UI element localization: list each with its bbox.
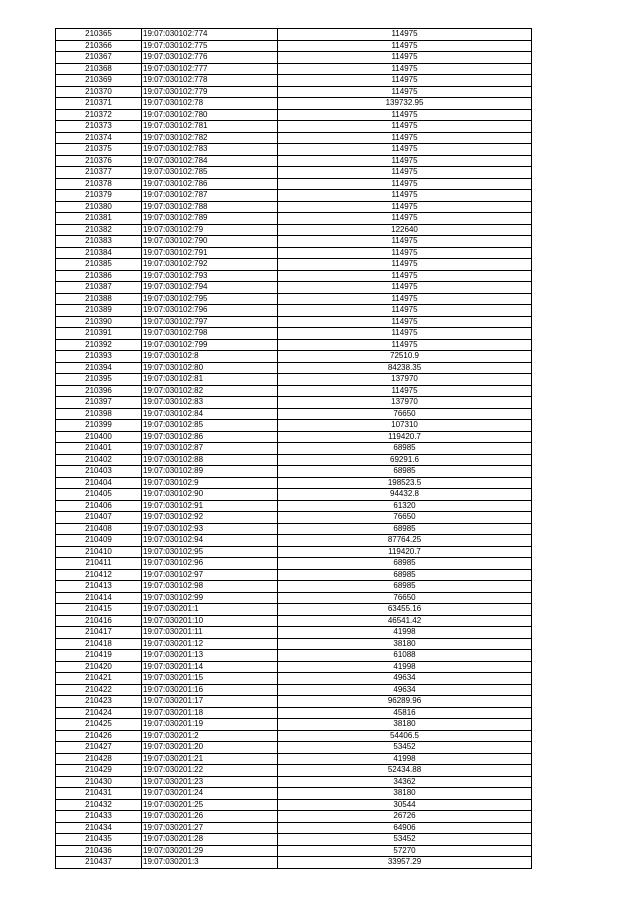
table-row [56,75,532,87]
row-number-cell: 210398 [56,408,142,420]
table-row [56,132,532,144]
value-cell: 61088 [278,650,532,662]
table-row [56,799,532,811]
row-number-cell: 210372 [56,109,142,121]
cadastral-number-cell: 19:07:030201:25 [142,799,278,811]
table-row [56,63,532,75]
table-row [56,178,532,190]
row-number-cell: 210377 [56,167,142,179]
value-cell: 139732.95 [278,98,532,110]
row-number-cell: 210378 [56,178,142,190]
value-cell: 46541.42 [278,615,532,627]
row-number-cell: 210388 [56,293,142,305]
value-cell: 114975 [278,236,532,248]
row-number-cell: 210403 [56,466,142,478]
value-cell: 114975 [278,316,532,328]
value-cell: 114975 [278,86,532,98]
table-row [56,834,532,846]
row-number-cell: 210414 [56,592,142,604]
table-row [56,845,532,857]
cadastral-number-cell: 19:07:030102:774 [142,29,278,41]
table-row [56,776,532,788]
row-number-cell: 210418 [56,638,142,650]
cadastral-number-cell: 19:07:030102:787 [142,190,278,202]
table-row [56,512,532,524]
table-row [56,454,532,466]
row-number-cell: 210424 [56,707,142,719]
row-number-cell: 210429 [56,765,142,777]
row-number-cell: 210381 [56,213,142,225]
value-cell: 114975 [278,247,532,259]
value-cell: 119420.7 [278,431,532,443]
cadastral-number-cell: 19:07:030102:781 [142,121,278,133]
cadastral-number-cell: 19:07:030102:86 [142,431,278,443]
table-row [56,604,532,616]
table-row [56,535,532,547]
row-number-cell: 210413 [56,581,142,593]
cadastral-number-cell: 19:07:030102:87 [142,443,278,455]
table-row [56,247,532,259]
row-number-cell: 210432 [56,799,142,811]
table-row [56,282,532,294]
table-row [56,190,532,202]
value-cell: 114975 [278,109,532,121]
cadastral-number-cell: 19:07:030102:798 [142,328,278,340]
value-cell: 114975 [278,155,532,167]
row-number-cell: 210382 [56,224,142,236]
table-row [56,558,532,570]
value-cell: 30544 [278,799,532,811]
value-cell: 114975 [278,201,532,213]
cadastral-number-cell: 19:07:030102:786 [142,178,278,190]
row-number-cell: 210412 [56,569,142,581]
value-cell: 49634 [278,684,532,696]
cadastral-number-cell: 19:07:030102:792 [142,259,278,271]
row-number-cell: 210421 [56,673,142,685]
cadastral-number-cell: 19:07:030102:794 [142,282,278,294]
table-row [56,86,532,98]
value-cell: 38180 [278,788,532,800]
cadastral-number-cell: 19:07:030201:3 [142,857,278,869]
row-number-cell: 210425 [56,719,142,731]
table-row [56,489,532,501]
row-number-cell: 210410 [56,546,142,558]
cadastral-number-cell: 19:07:030102:80 [142,362,278,374]
cadastral-number-cell: 19:07:030201:11 [142,627,278,639]
cadastral-number-cell: 19:07:030201:20 [142,742,278,754]
cadastral-number-cell: 19:07:030102:782 [142,132,278,144]
row-number-cell: 210401 [56,443,142,455]
table-row [56,29,532,41]
value-cell: 114975 [278,328,532,340]
table-row [56,788,532,800]
row-number-cell: 210422 [56,684,142,696]
table-row [56,730,532,742]
cadastral-number-cell: 19:07:030102:791 [142,247,278,259]
row-number-cell: 210373 [56,121,142,133]
cadastral-number-cell: 19:07:030102:96 [142,558,278,570]
cadastral-number-cell: 19:07:030102:84 [142,408,278,420]
row-number-cell: 210409 [56,535,142,547]
cadastral-number-cell: 19:07:030201:22 [142,765,278,777]
table-row [56,857,532,869]
cadastral-number-cell: 19:07:030201:19 [142,719,278,731]
cadastral-number-cell: 19:07:030201:1 [142,604,278,616]
row-number-cell: 210385 [56,259,142,271]
table-row [56,236,532,248]
table-row [56,627,532,639]
value-cell: 114975 [278,282,532,294]
cadastral-number-cell: 19:07:030102:779 [142,86,278,98]
value-cell: 34362 [278,776,532,788]
cadastral-number-cell: 19:07:030201:17 [142,696,278,708]
table-row [56,374,532,386]
table-row [56,500,532,512]
value-cell: 41998 [278,661,532,673]
table-row [56,259,532,271]
value-cell: 76650 [278,592,532,604]
cadastral-number-cell: 19:07:030201:24 [142,788,278,800]
cadastral-number-cell: 19:07:030102:783 [142,144,278,156]
value-cell: 61320 [278,500,532,512]
table-row [56,592,532,604]
value-cell: 114975 [278,29,532,41]
value-cell: 68985 [278,581,532,593]
value-cell: 41998 [278,627,532,639]
value-cell: 114975 [278,305,532,317]
cadastral-number-cell: 19:07:030201:16 [142,684,278,696]
cadastral-number-cell: 19:07:030102:780 [142,109,278,121]
row-number-cell: 210396 [56,385,142,397]
row-number-cell: 210402 [56,454,142,466]
cadastral-number-cell: 19:07:030201:12 [142,638,278,650]
cadastral-number-cell: 19:07:030201:27 [142,822,278,834]
value-cell: 137970 [278,374,532,386]
row-number-cell: 210426 [56,730,142,742]
cadastral-number-cell: 19:07:030102:775 [142,40,278,52]
cadastral-number-cell: 19:07:030201:10 [142,615,278,627]
value-cell: 114975 [278,190,532,202]
table-row [56,144,532,156]
table-row [56,546,532,558]
value-cell: 114975 [278,339,532,351]
table-row [56,305,532,317]
value-cell: 68985 [278,466,532,478]
cadastral-number-cell: 19:07:030102:83 [142,397,278,409]
cadastral-number-cell: 19:07:030102:790 [142,236,278,248]
row-number-cell: 210365 [56,29,142,41]
table-row [56,420,532,432]
value-cell: 57270 [278,845,532,857]
cadastral-number-cell: 19:07:030102:793 [142,270,278,282]
table-row [56,351,532,363]
row-number-cell: 210404 [56,477,142,489]
table-row [56,569,532,581]
row-number-cell: 210417 [56,627,142,639]
row-number-cell: 210393 [56,351,142,363]
row-number-cell: 210384 [56,247,142,259]
table-row [56,638,532,650]
value-cell: 68985 [278,443,532,455]
row-number-cell: 210368 [56,63,142,75]
table-row [56,167,532,179]
row-number-cell: 210380 [56,201,142,213]
row-number-cell: 210433 [56,811,142,823]
table-row [56,443,532,455]
row-number-cell: 210423 [56,696,142,708]
value-cell: 84238.35 [278,362,532,374]
row-number-cell: 210390 [56,316,142,328]
value-cell: 76650 [278,512,532,524]
table-row [56,615,532,627]
value-cell: 53452 [278,834,532,846]
cadastral-number-cell: 19:07:030201:21 [142,753,278,765]
row-number-cell: 210386 [56,270,142,282]
row-number-cell: 210435 [56,834,142,846]
value-cell: 52434.88 [278,765,532,777]
row-number-cell: 210391 [56,328,142,340]
row-number-cell: 210375 [56,144,142,156]
table-row [56,213,532,225]
cadastral-number-cell: 19:07:030102:79 [142,224,278,236]
row-number-cell: 210408 [56,523,142,535]
cadastral-number-cell: 19:07:030102:797 [142,316,278,328]
table-row [56,224,532,236]
cadastral-number-cell: 19:07:030102:776 [142,52,278,64]
table-body [56,29,532,869]
cadastral-number-cell: 19:07:030102:777 [142,63,278,75]
cadastral-number-cell: 19:07:030102:94 [142,535,278,547]
value-cell: 72510.9 [278,351,532,363]
value-cell: 119420.7 [278,546,532,558]
value-cell: 68985 [278,523,532,535]
cadastral-number-cell: 19:07:030102:9 [142,477,278,489]
row-number-cell: 210400 [56,431,142,443]
cadastral-number-cell: 19:07:030102:82 [142,385,278,397]
row-number-cell: 210436 [56,845,142,857]
table-row [56,52,532,64]
cadastral-number-cell: 19:07:030102:98 [142,581,278,593]
row-number-cell: 210389 [56,305,142,317]
row-number-cell: 210387 [56,282,142,294]
value-cell: 114975 [278,293,532,305]
value-cell: 54406.5 [278,730,532,742]
value-cell: 68985 [278,569,532,581]
value-cell: 114975 [278,121,532,133]
table-row [56,581,532,593]
table-row [56,339,532,351]
cadastral-number-cell: 19:07:030201:29 [142,845,278,857]
row-number-cell: 210370 [56,86,142,98]
row-number-cell: 210366 [56,40,142,52]
row-number-cell: 210419 [56,650,142,662]
cadastral-number-cell: 19:07:030102:799 [142,339,278,351]
value-cell: 87764.25 [278,535,532,547]
row-number-cell: 210437 [56,857,142,869]
value-cell: 63455.16 [278,604,532,616]
row-number-cell: 210430 [56,776,142,788]
value-cell: 38180 [278,719,532,731]
table-row [56,408,532,420]
value-cell: 198523.5 [278,477,532,489]
table-row [56,696,532,708]
cadastral-number-cell: 19:07:030102:88 [142,454,278,466]
table-row [56,719,532,731]
value-cell: 122640 [278,224,532,236]
table-row [56,40,532,52]
table-row [56,431,532,443]
table-row [56,753,532,765]
row-number-cell: 210431 [56,788,142,800]
cadastral-number-cell: 19:07:030102:796 [142,305,278,317]
cadastral-number-cell: 19:07:030201:23 [142,776,278,788]
cadastral-number-cell: 19:07:030102:95 [142,546,278,558]
row-number-cell: 210420 [56,661,142,673]
value-cell: 107310 [278,420,532,432]
value-cell: 114975 [278,178,532,190]
row-number-cell: 210428 [56,753,142,765]
cadastral-number-cell: 19:07:030102:81 [142,374,278,386]
row-number-cell: 210405 [56,489,142,501]
value-cell: 69291.6 [278,454,532,466]
row-number-cell: 210415 [56,604,142,616]
value-cell: 114975 [278,144,532,156]
cadastral-number-cell: 19:07:030201:14 [142,661,278,673]
row-number-cell: 210374 [56,132,142,144]
table-row [56,661,532,673]
row-number-cell: 210407 [56,512,142,524]
table-row [56,385,532,397]
table-row [56,328,532,340]
cadastral-number-cell: 19:07:030102:785 [142,167,278,179]
value-cell: 137970 [278,397,532,409]
cadastral-number-cell: 19:07:030201:15 [142,673,278,685]
value-cell: 26726 [278,811,532,823]
cadastral-number-cell: 19:07:030102:789 [142,213,278,225]
cadastral-number-cell: 19:07:030102:85 [142,420,278,432]
table-row [56,316,532,328]
table-row [56,109,532,121]
cadastral-number-cell: 19:07:030102:92 [142,512,278,524]
row-number-cell: 210397 [56,397,142,409]
row-number-cell: 210392 [56,339,142,351]
row-number-cell: 210399 [56,420,142,432]
table-row [56,155,532,167]
value-cell: 114975 [278,132,532,144]
cadastral-number-cell: 19:07:030102:99 [142,592,278,604]
value-cell: 64906 [278,822,532,834]
row-number-cell: 210383 [56,236,142,248]
table-row [56,523,532,535]
table-row [56,811,532,823]
value-cell: 49634 [278,673,532,685]
table-row [56,765,532,777]
row-number-cell: 210434 [56,822,142,834]
value-cell: 114975 [278,259,532,271]
cadastral-number-cell: 19:07:030102:93 [142,523,278,535]
row-number-cell: 210369 [56,75,142,87]
table-row [56,742,532,754]
cadastral-number-cell: 19:07:030102:784 [142,155,278,167]
cadastral-number-cell: 19:07:030201:26 [142,811,278,823]
cadastral-number-cell: 19:07:030102:90 [142,489,278,501]
table-row [56,98,532,110]
value-cell: 38180 [278,638,532,650]
value-cell: 114975 [278,75,532,87]
value-cell: 114975 [278,63,532,75]
row-number-cell: 210367 [56,52,142,64]
cadastral-number-cell: 19:07:030102:8 [142,351,278,363]
value-cell: 114975 [278,52,532,64]
value-cell: 41998 [278,753,532,765]
row-number-cell: 210379 [56,190,142,202]
table-row [56,650,532,662]
value-cell: 53452 [278,742,532,754]
table-row [56,201,532,213]
cadastral-number-cell: 19:07:030102:795 [142,293,278,305]
cadastral-number-cell: 19:07:030102:78 [142,98,278,110]
value-cell: 114975 [278,270,532,282]
cadastral-number-cell: 19:07:030102:91 [142,500,278,512]
row-number-cell: 210427 [56,742,142,754]
table-row [56,293,532,305]
cadastral-number-cell: 19:07:030201:2 [142,730,278,742]
value-cell: 114975 [278,213,532,225]
row-number-cell: 210406 [56,500,142,512]
cadastral-number-cell: 19:07:030102:89 [142,466,278,478]
value-cell: 33957.29 [278,857,532,869]
value-cell: 96289.96 [278,696,532,708]
table-row [56,121,532,133]
table-row [56,673,532,685]
row-number-cell: 210411 [56,558,142,570]
value-cell: 114975 [278,40,532,52]
table-row [56,707,532,719]
value-cell: 76650 [278,408,532,420]
row-number-cell: 210395 [56,374,142,386]
cadastral-number-cell: 19:07:030102:788 [142,201,278,213]
cadastral-value-table [55,28,532,869]
row-number-cell: 210376 [56,155,142,167]
cadastral-number-cell: 19:07:030102:778 [142,75,278,87]
table-row [56,270,532,282]
row-number-cell: 210371 [56,98,142,110]
table-row [56,477,532,489]
cadastral-number-cell: 19:07:030201:18 [142,707,278,719]
table-row [56,397,532,409]
value-cell: 114975 [278,167,532,179]
table-row [56,362,532,374]
table-row [56,684,532,696]
cadastral-number-cell: 19:07:030102:97 [142,569,278,581]
value-cell: 68985 [278,558,532,570]
table-row [56,466,532,478]
value-cell: 45816 [278,707,532,719]
table-row [56,822,532,834]
row-number-cell: 210394 [56,362,142,374]
row-number-cell: 210416 [56,615,142,627]
cadastral-number-cell: 19:07:030201:13 [142,650,278,662]
value-cell: 114975 [278,385,532,397]
cadastral-number-cell: 19:07:030201:28 [142,834,278,846]
value-cell: 94432.8 [278,489,532,501]
